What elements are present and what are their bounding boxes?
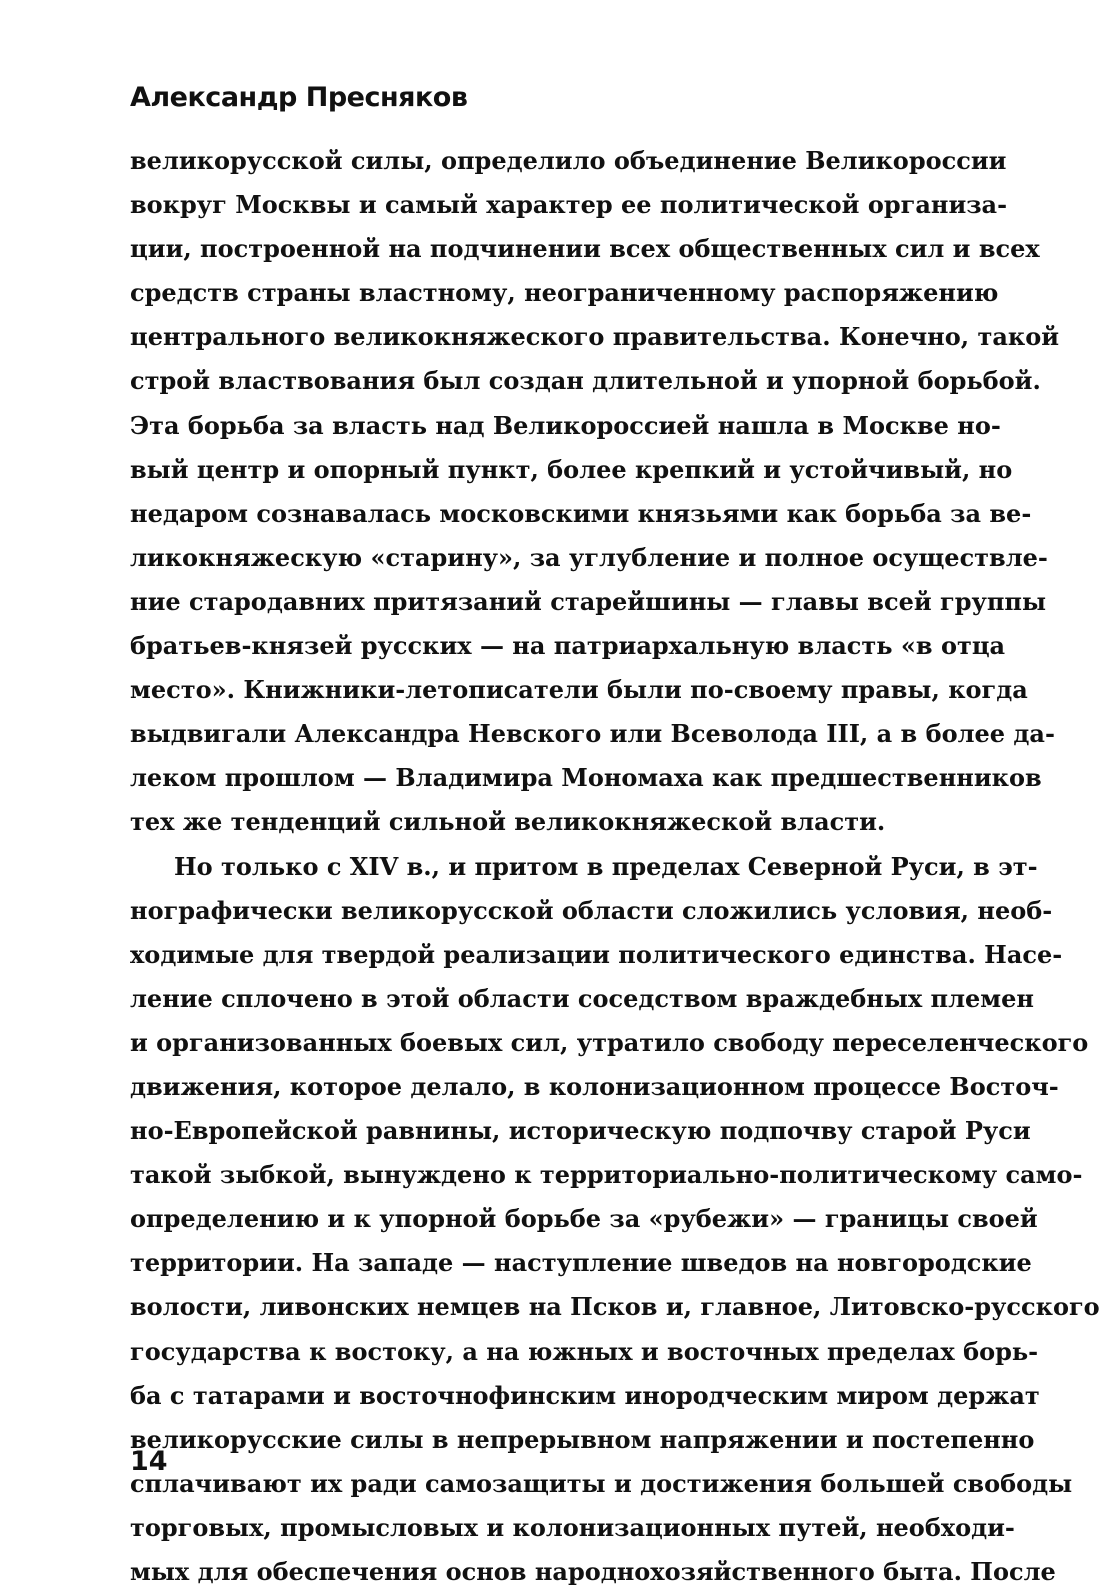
text-line: братьев-князей русских — на патриархальную власть «в отца — [130, 624, 920, 668]
text-line: сплачивают их ради самозащиты и достижения большей свободы — [130, 1462, 920, 1506]
text-line: недаром сознавалась московскими князьями как борьба за ве- — [130, 492, 920, 536]
paragraph-1 — [130, 139, 920, 845]
text-line: торговых, промысловых и колонизационных путей, необходи- — [130, 1506, 920, 1550]
text-line: ходимые для твердой реализации политического единства. Насе- — [130, 933, 920, 977]
text-line: вокруг Москвы и самый характер ее политической организа- — [130, 183, 920, 227]
page-number: 14 — [130, 1446, 168, 1477]
text-line: вый центр и опорный пункт, более крепкий и устойчивый, но — [130, 448, 920, 492]
text-line: такой зыбкой, вынуждено к территориально-политическому само- — [130, 1153, 920, 1197]
text-line: и организованных боевых сил, утратило свободу переселенческого — [130, 1021, 920, 1065]
text-line: волости, ливонских немцев на Псков и, главное, Литовско-русского — [130, 1285, 920, 1329]
text-line: государства к востоку, а на южных и восточных пределах борь- — [130, 1330, 920, 1374]
text-line: строй властвования был создан длительной и упорной борьбой. — [130, 359, 920, 403]
text-line: Эта борьба за власть над Великороссией нашла в Москве но- — [130, 404, 920, 448]
text-line: но-Европейской равнины, историческую подпочву старой Руси — [130, 1109, 920, 1153]
text-line: Но только с XIV в., и притом в пределах Северной Руси, в эт- — [130, 845, 920, 889]
text-line: ление сплочено в этой области соседством враждебных племен — [130, 977, 920, 1021]
text-line: ба с татарами и восточнофинским инородческим миром держат — [130, 1374, 920, 1418]
text-line: нографически великорусской области сложились условия, необ- — [130, 889, 920, 933]
text-line: выдвигали Александра Невского или Всеволода III, а в более да- — [130, 712, 920, 756]
text-line: леком прошлом — Владимира Мономаха как предшественников — [130, 756, 920, 800]
text-line: тех же тенденций сильной великокняжеской власти. — [130, 800, 920, 844]
running-head-author: Александр Пресняков — [130, 82, 467, 113]
text-line: ции, построенной на подчинении всех общественных сил и всех — [130, 227, 920, 271]
text-line: великорусской силы, определило объединение Великороссии — [130, 139, 920, 183]
text-line: мых для обеспечения основ народнохозяйственного быта. После — [130, 1550, 920, 1594]
text-line: место». Книжники-летописатели были по-своему правы, когда — [130, 668, 920, 712]
text-line: ликокняжескую «старину», за углубление и полное осуществле- — [130, 536, 920, 580]
paragraph-2 — [130, 845, 920, 1594]
text-line: движения, которое делало, в колонизационном процессе Восточ- — [130, 1065, 920, 1109]
text-line: средств страны властному, неограниченному распоряжению — [130, 271, 920, 315]
text-line: великорусские силы в непрерывном напряжении и постепенно — [130, 1418, 920, 1462]
text-line: центрального великокняжеского правительства. Конечно, такой — [130, 315, 920, 359]
body-text — [130, 139, 920, 1594]
text-line: ние стародавних притязаний старейшины — главы всей группы — [130, 580, 920, 624]
text-line: определению и к упорной борьбе за «рубежи» — границы своей — [130, 1197, 920, 1241]
text-line: территории. На западе — наступление шведов на новгородские — [130, 1241, 920, 1285]
